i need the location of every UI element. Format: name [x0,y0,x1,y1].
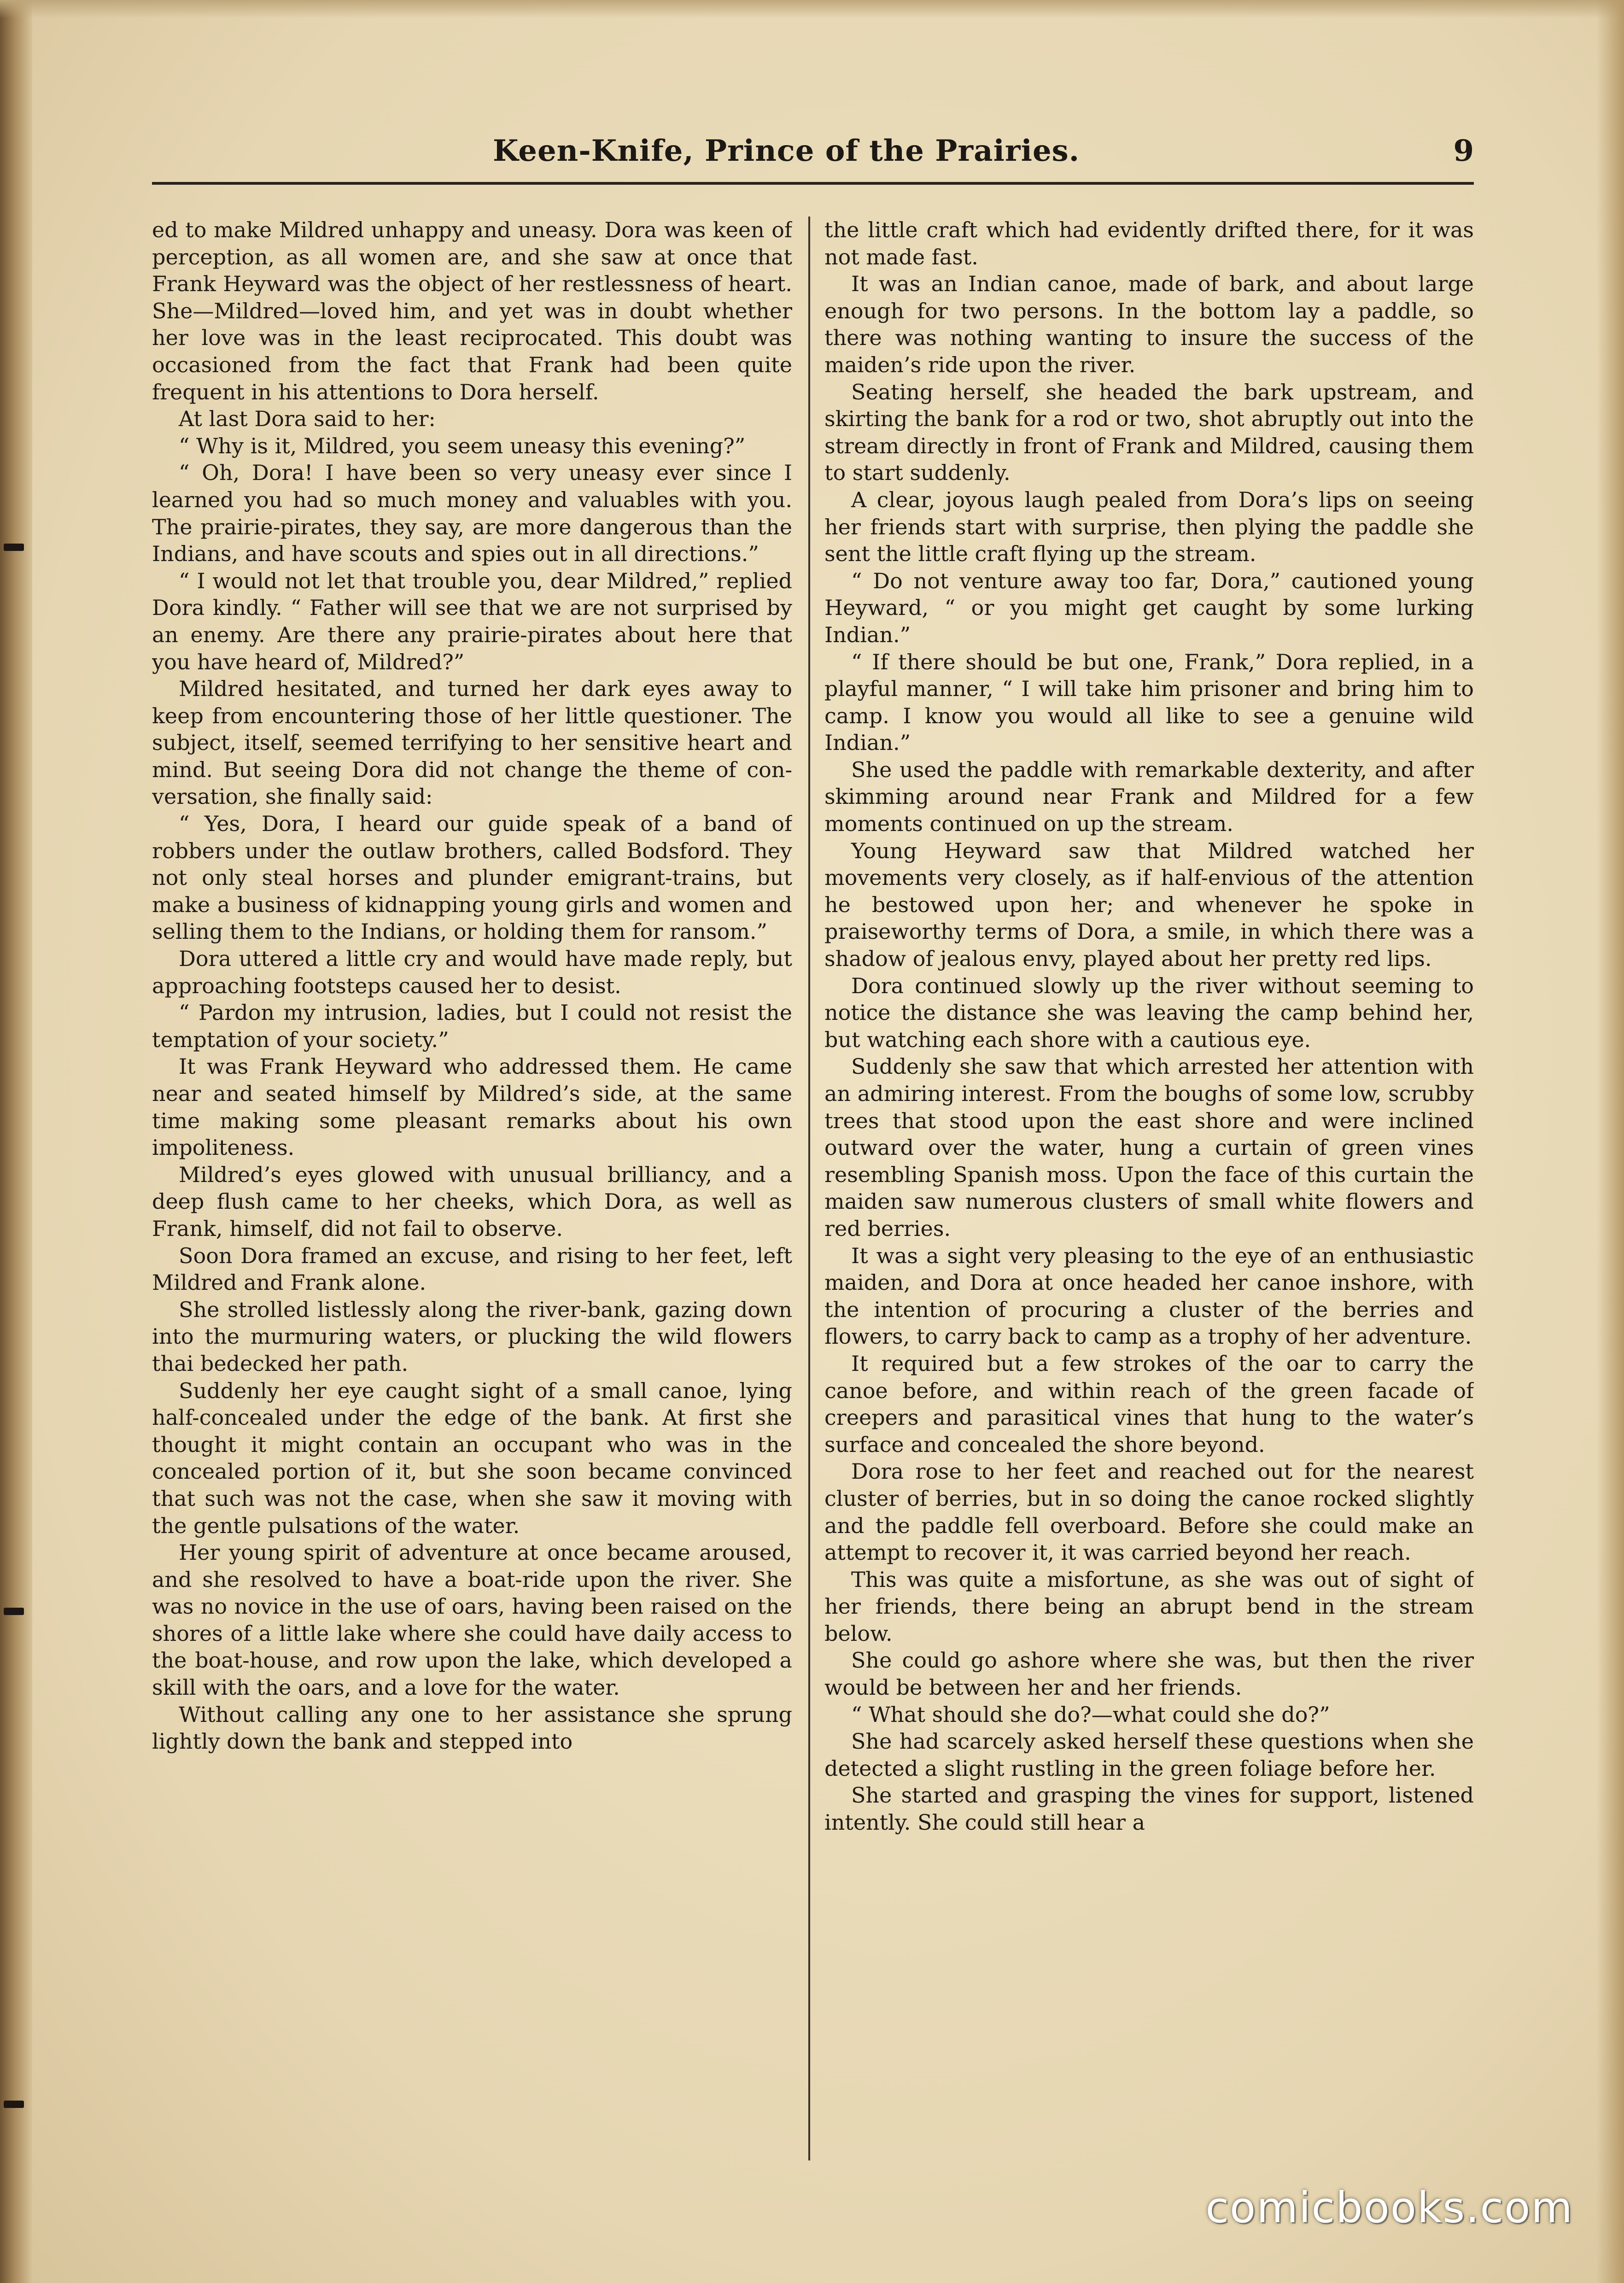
running-title: Keen-Knife, Prince of the Prairies. [493,134,1080,168]
paragraph: A clear, joyous laugh pealed from Dora’s lips on seeing her friends start with surprise, then plying the paddle she sent the little craft flying up the stream. [824,487,1474,567]
site-watermark: comicbooks.com [1205,2183,1573,2232]
binding-staple [4,1608,24,1615]
paragraph: Mildred’s eyes glowed with unusual brilliancy, and a deep flush came to her cheeks, which Dora, as well as Frank, himself, did not fail to observe. [152,1162,792,1241]
paragraph: She could go ashore where she was, but then the river would be between her and her friends. [824,1648,1474,1700]
running-header [152,134,1534,170]
paragraph: “ I would not let that trouble you, dear Mildred,” replied Dora kindly. “ Father will see that we are not surprised by an enemy. Are there any prairie-pirates about here that you have heard of, Mildred?” [152,568,792,674]
header-rule [152,182,1474,185]
paragraph: “ Do not venture away too far, Dora,” cautioned young Heyward, “ or you might get caught by some lurking Indian.” [824,568,1474,647]
paragraph: Suddenly her eye caught sight of a small canoe, lying half-concealed under the edge of the bank. At first she thought it might contain an occupant who was in the concealed portion of it, but she soon became convinced that such was not the case, when she saw it moving with the gentle pulsations of the water. [152,1378,792,1538]
page-number: 9 [1453,134,1474,168]
paragraph: Young Heyward saw that Mildred watched her movements very closely, as if half-envious of the attention he bestowed upon her; and whenever he spoke in praiseworthy terms of Dora, a smile, in which there was a shadow of jealous envy, played about her pretty red lips. [824,838,1474,972]
paragraph: “ Pardon my intrusion, ladies, but I could not resist the temptation of your society.” [152,1000,792,1052]
paragraph: “ If there should be but one, Frank,” Dora replied, in a playful manner, “ I will take him prisoner and bring him to camp. I know you would all like to see a genuine wild Indian.” [824,649,1474,755]
paragraph: It was a sight very pleasing to the eye of an enthusiastic maiden, and Dora at once headed her canoe inshore, with the intention of procuring a cluster of the berries and flowers, to carry back to camp as a trophy of her adventure. [824,1243,1474,1349]
paragraph: It was Frank Heyward who addressed them. He came near and seated himself by Mildred’s side, at the same time making some pleasant remarks about his own impoliteness. [152,1054,792,1160]
paragraph: Dora uttered a little cry and would have made reply, but approaching footsteps caused her to desist. [152,946,792,998]
paragraph: “ Yes, Dora, I heard our guide speak of a band of robbers under the outlaw brothers, called Bodsford. They not only steal horses and plunder emigrant-trains, but make a business of kidnapping young girls and women and selling them to the Indians, or holding them for ransom.” [152,811,792,944]
paragraph: Suddenly she saw that which arrested her attention with an admiring interest. From the boughs of some low, scrubby trees that stood upon the east shore and were inclined outward over the water, hung a curtain of green vines resembling Spanish moss. Upon the face of this curtain the maiden saw numerous clusters of small white flowers and red berries. [824,1054,1474,1241]
paragraph: Soon Dora framed an excuse, and rising to her feet, left Mildred and Frank alone. [152,1243,792,1295]
paragraph: Seating herself, she headed the bark upstream, and skirting the bank for a rod or two, shot abruptly out into the stream directly in front of Frank and Mildred, causing them to start suddenly. [824,379,1474,486]
column-divider [808,217,810,2160]
paragraph: She used the paddle with remarkable dexterity, and after skimming around near Frank and Mildred for a few moments continued on up the stream. [824,757,1474,837]
paragraph: She strolled listlessly along the river-bank, gazing down into the murmuring waters, or plucking the wild flowers thai bedecked her path. [152,1297,792,1376]
paragraph: She started and grasping the vines for support, listened intently. She could still hear a [824,1783,1474,1835]
left-text-column [152,217,792,2170]
paragraph: “ Oh, Dora! I have been so very uneasy ever since I learned you had so much money and valuables with you. The prairie-pirates, they say, are more dangerous than the Indians, and have scouts and spies out in all directions.” [152,460,792,567]
paragraph: This was quite a misfortune, as she was out of sight of her friends, there being an abrupt bend in the stream below. [824,1567,1474,1646]
page-top-edge [0,0,1624,18]
paragraph: “ What should she do?—what could she do?” [851,1702,1330,1727]
paragraph: At last Dora said to her: [179,406,436,432]
paragraph: Her young spirit of adventure at once became aroused, and she resolved to have a boat-ride upon the river. She was no novice in the use of oars, having been raised on the shores of a little lake where she could have daily access to the boat-house, and row upon the lake, which developed a skill with the oars, and a love for the water. [152,1540,792,1700]
page-right-edge [1596,0,1624,2283]
paragraph: ed to make Mildred unhappy and uneasy. Dora was keen of perception, as all women are, and she saw at once that Frank Heyward was the object of her restlessness of heart. She—Mildred—loved him, and yet was in doubt whether her love was in the least reciprocated. This doubt was occasioned from the fact that Frank had been quite frequent in his attentions to Dora herself. [152,217,792,404]
paragraph: It was an Indian canoe, made of bark, and about large enough for two persons. In the bottom lay a paddle, so there was nothing wanting to insure the success of the maiden’s ride upon the river. [824,271,1474,377]
paragraph: Dora rose to her feet and reached out for the nearest cluster of berries, but in so doing the canoe rocked slightly and the paddle fell overboard. Before she could make an attempt to recover it, it was carried beyond her reach. [824,1459,1474,1565]
paragraph: “ Why is it, Mildred, you seem uneasy this evening?” [179,433,746,458]
paragraph: Dora continued slowly up the river without seeming to notice the distance she was leaving the camp behind her, but watching each shore with a cautious eye. [824,973,1474,1052]
paragraph: the little craft which had evidently drifted there, for it was not made fast. [824,217,1474,269]
paragraph: It required but a few strokes of the oar to carry the canoe before, and within reach of the green facade of creepers and parasitical vines that hung to the water’s surface and concealed the shore beyond. [824,1351,1474,1457]
paragraph: She had scarcely asked herself these questions when she detected a slight rustling in the green foliage before her. [824,1729,1474,1781]
paragraph: Without calling any one to her assistance she sprung lightly down the bank and stepped into [152,1702,792,1754]
binding-staple [4,2101,24,2108]
paragraph: Mildred hesitated, and turned her dark eyes away to keep from encountering those of her little questioner. The subject, itself, seemed terrifying to her sensitive heart and mind. But seeing Dora did not change the theme of conversation, she finally said: [152,676,792,809]
right-text-column [824,217,1474,2170]
binding-staple [4,544,24,551]
binding-spine [0,0,32,2283]
